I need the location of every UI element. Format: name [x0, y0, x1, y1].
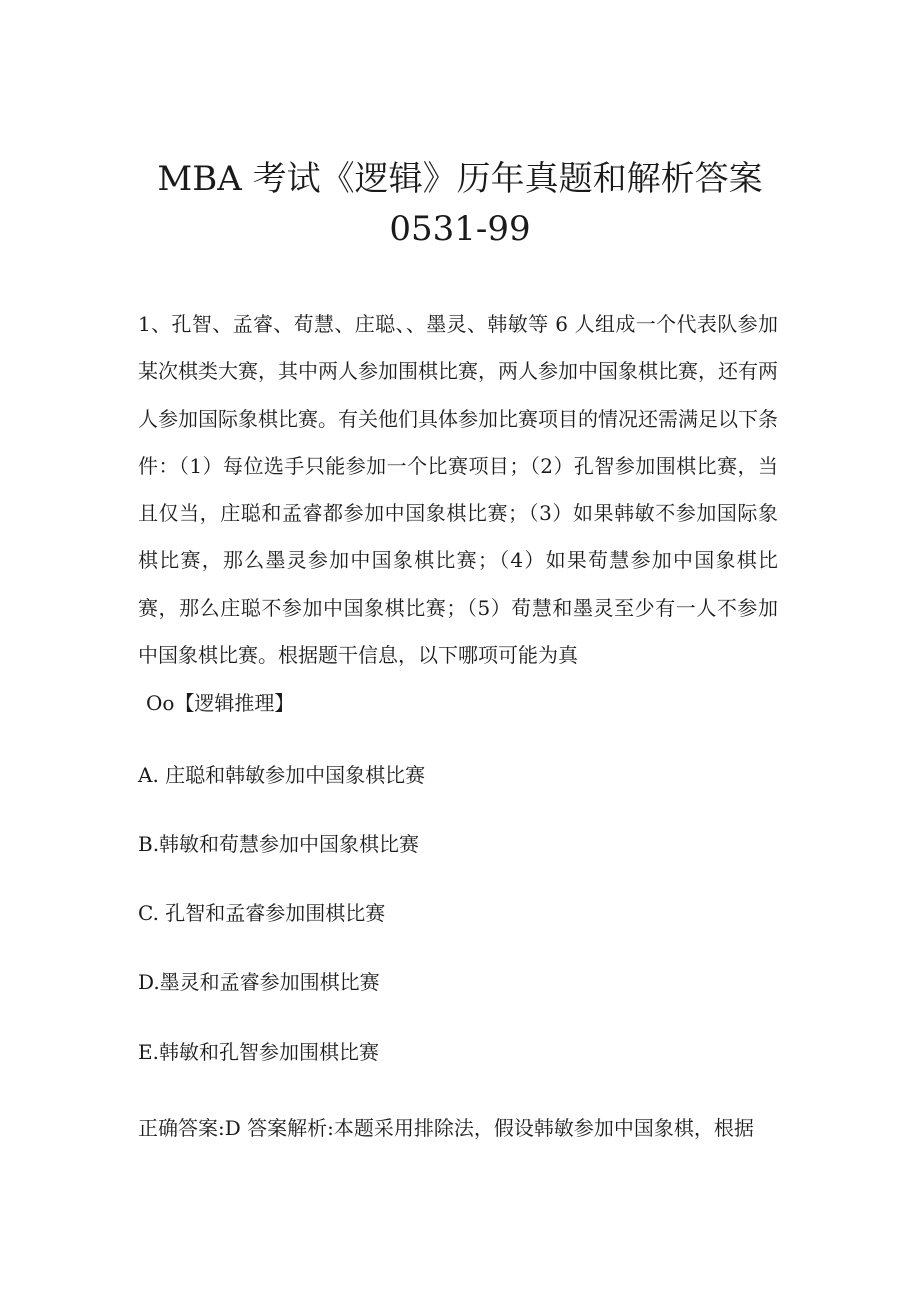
option-e: E.韩敏和孔智参加围棋比赛	[138, 1040, 379, 1064]
option-a: A. 庄聪和韩敏参加中国象棋比赛	[138, 763, 426, 787]
option-d: D.墨灵和孟睿参加围棋比赛	[138, 970, 380, 994]
document-title: MBA 考试《逻辑》历年真题和解析答案	[157, 159, 763, 199]
document-title-code: 0531-99	[389, 209, 531, 249]
option-c: C. 孔智和孟睿参加围棋比赛	[138, 901, 386, 925]
question-text: 1、孔智、孟睿、荀慧、庄聪、、墨灵、韩敏等 6 人组成一个代表队参加某次棋类大赛，其中两人参加围棋比赛，两人参加中国象棋比赛，还有两人参加国际象棋比赛。有关他们具体参加比赛项目的情况还需满足以下条件：（1）每位选手只能参加一个比赛项目；（2）孔智参加围棋比赛，当且仅当，庄聪和孟睿都参加中国象棋比赛；（3）如果韩敏不参加国际象棋比赛，那么墨灵参加中国象棋比赛；（4）如果荀慧参加中国象棋比赛，那么庄聪不参加中国象棋比赛；（5）荀慧和墨灵至少有一人不参加中国象棋比赛。根据题干信息，以下哪项可能为真	[138, 312, 778, 668]
question-category-tag: Oo【逻辑推理】	[146, 691, 295, 715]
answer-explanation: 正确答案:D 答案解析:本题采用排除法，假设韩敏参加中国象棋，根据	[138, 1116, 754, 1140]
option-b: B.韩敏和荀慧参加中国象棋比赛	[138, 832, 420, 856]
